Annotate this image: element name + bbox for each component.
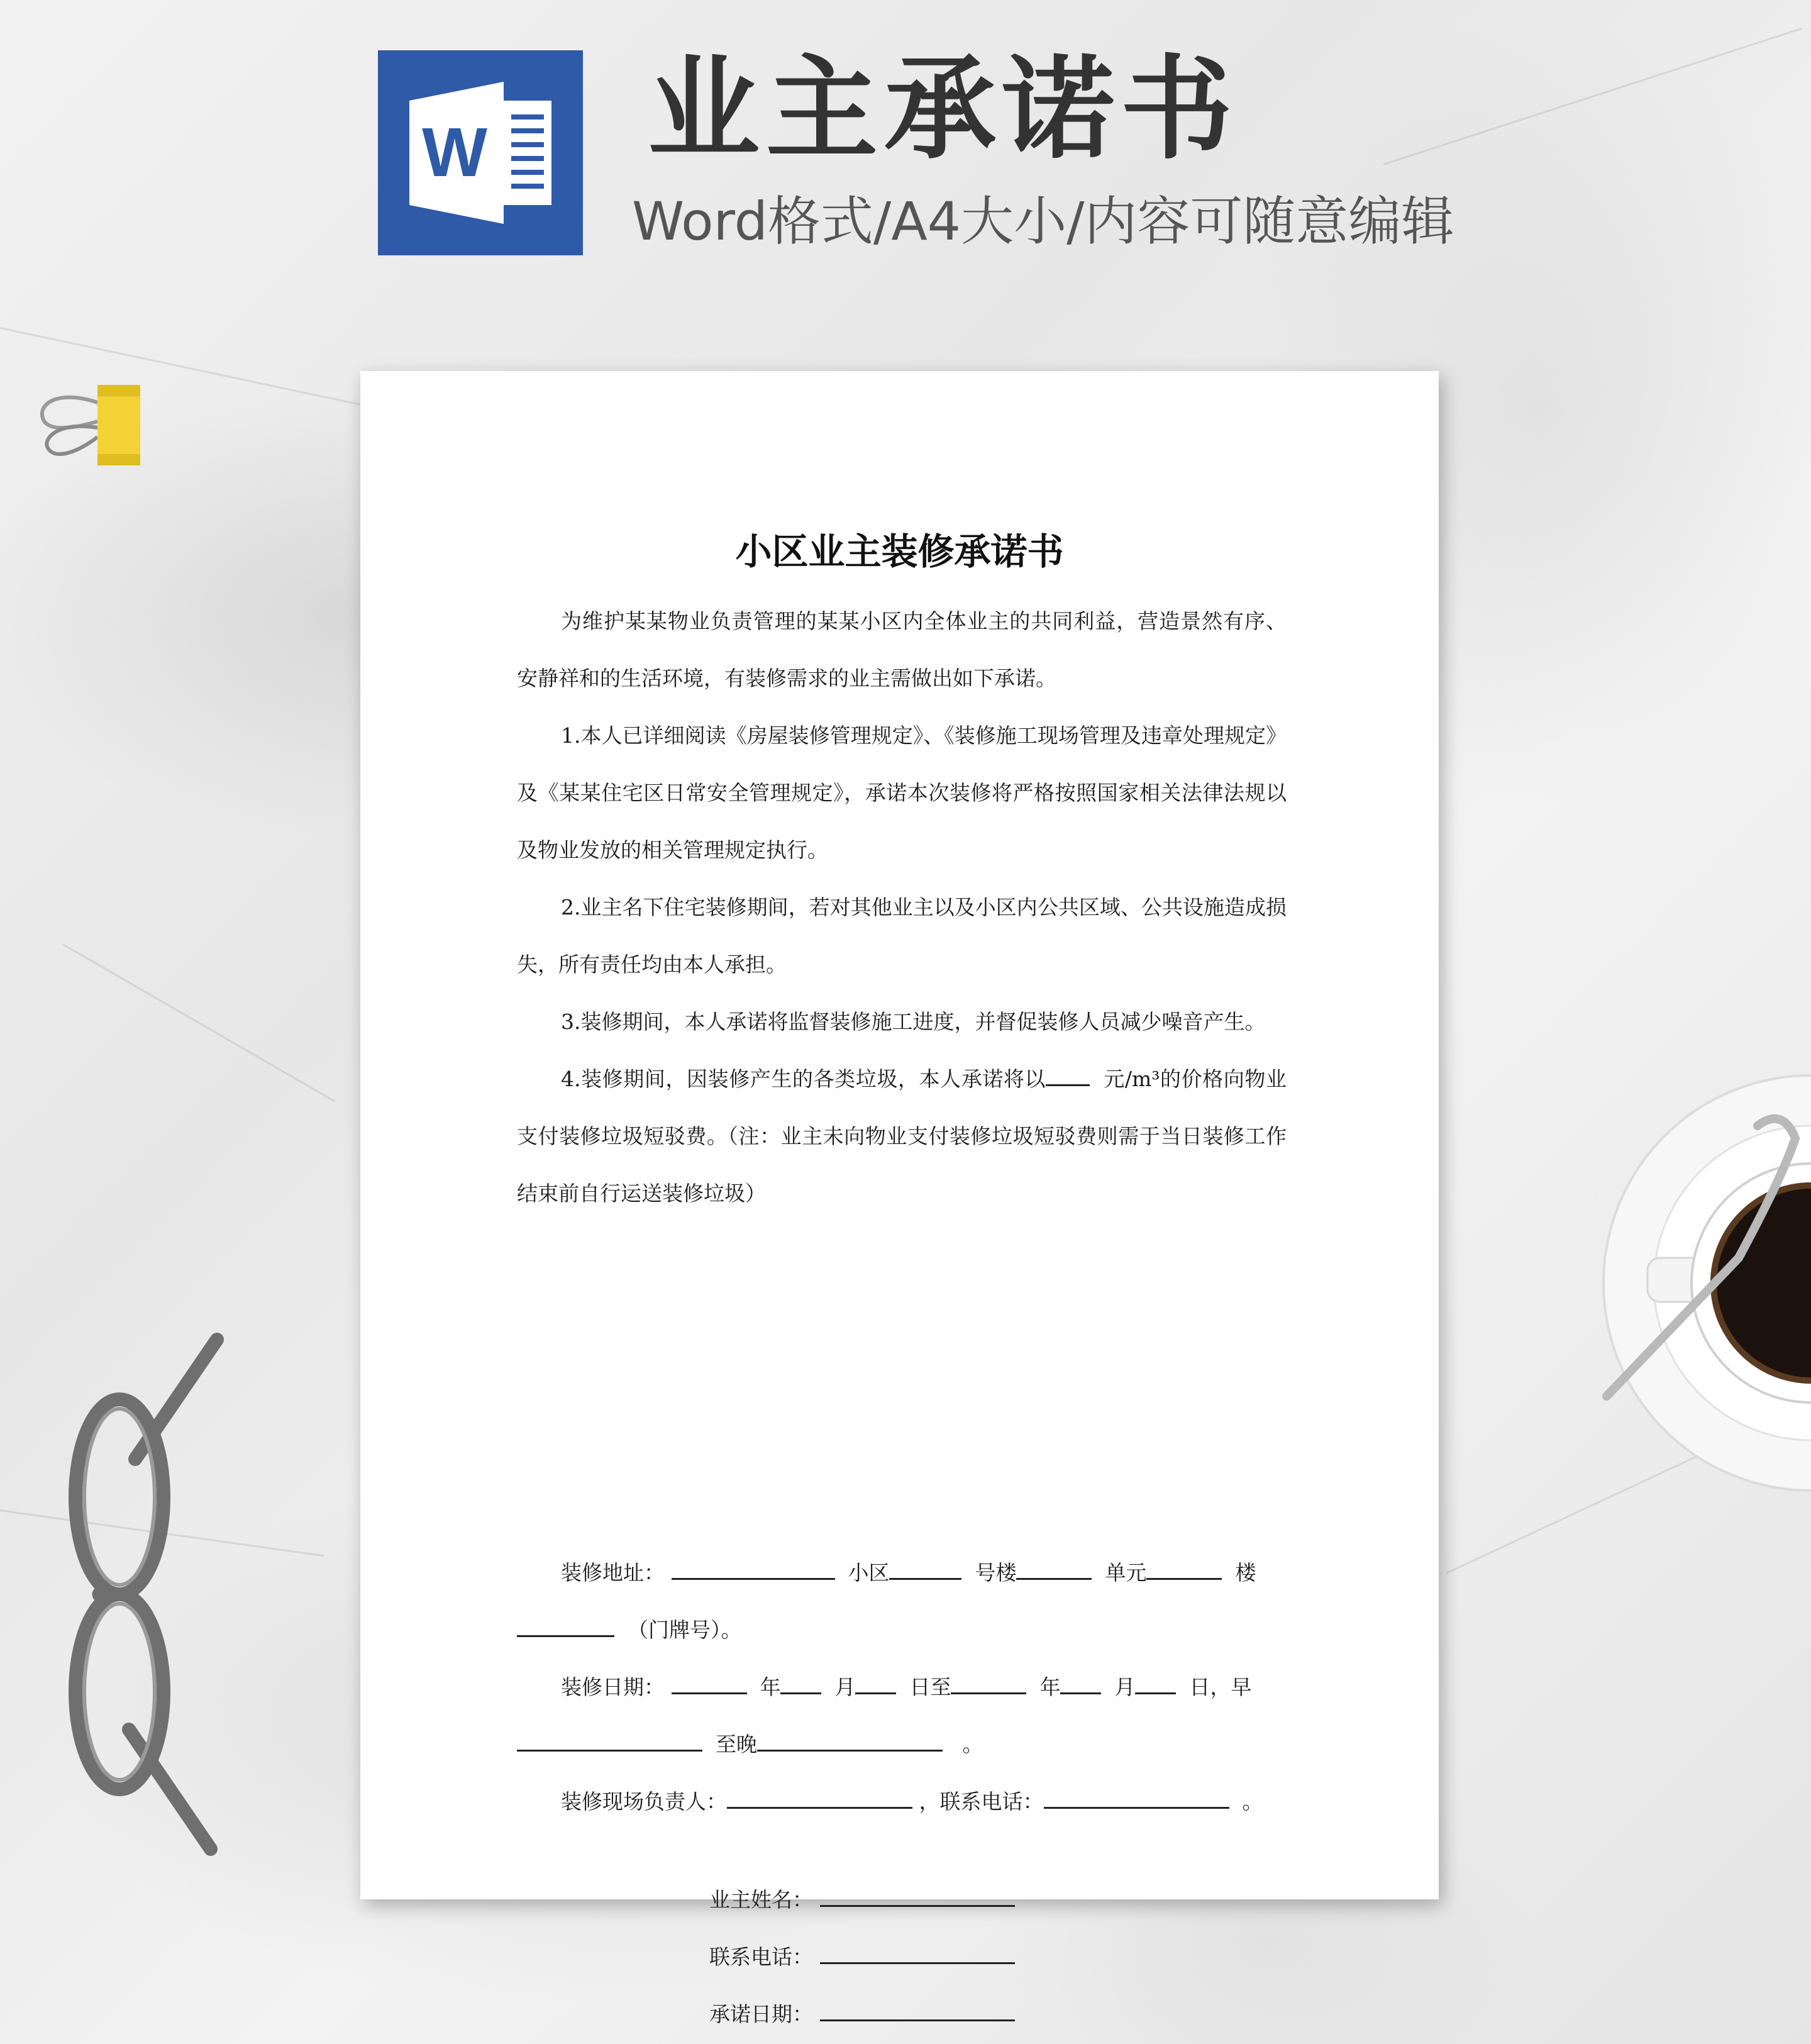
renovation-form (517, 1544, 1287, 1830)
address-label: 装修地址： (561, 1560, 665, 1585)
door-line (517, 1601, 1287, 1658)
item-2: 2.业主名下住宅装修期间，若对其他业主以及小区内公共区域、公共设施造成损失，所有责任均由本人承担。 (517, 895, 1287, 977)
date-line (517, 1658, 1287, 1716)
building-label: 号楼 (975, 1560, 1017, 1585)
end-year-blank[interactable] (951, 1674, 1026, 1694)
unit-label: 单元 (1105, 1560, 1147, 1585)
end-day-blank[interactable] (1135, 1674, 1176, 1694)
community-label: 小区 (848, 1560, 890, 1585)
item-3: 3.装修期间，本人承诺将监督装修施工进度，并督促装修人员减少噪音产生。 (561, 1009, 1266, 1034)
commit-date-label: 承诺日期： (709, 2002, 813, 2026)
manager-label: 装修现场负责人： (561, 1789, 727, 1814)
page-title: 业主承诺书 (648, 44, 1239, 174)
manager-blank[interactable] (727, 1788, 912, 1809)
marble-vein (1383, 28, 1803, 165)
owner-name-blank[interactable] (820, 1886, 1015, 1907)
time-line (517, 1716, 1287, 1773)
evening-time-blank[interactable] (757, 1731, 943, 1752)
door-number-blank[interactable] (517, 1616, 614, 1637)
document-body (517, 592, 1287, 1222)
page-subtitle: Word格式/A4大小/内容可随意编辑 (632, 191, 1454, 252)
item-1: 1.本人已详细阅读《房屋装修管理规定》、《装修施工现场管理及违章处理规定》及《某某住宅区日常安全管理规定》，承诺本次装修将严格按照国家相关法律法规以及物业发放的相关管理规定执行。 (517, 723, 1287, 862)
evening-label: 至晚 (715, 1732, 757, 1757)
day-to-label: 日至 (909, 1675, 951, 1699)
manager-line (517, 1773, 1287, 1830)
intro-paragraph: 为维护某某物业负责管理的某某小区内全体业主的共同利益，营造景然有序、安静祥和的生活环境，有装修需求的业主需做出如下承诺。 (517, 609, 1287, 691)
document-page (360, 371, 1439, 2026)
item-4-text-b: 元/m³的价格向物业支付装修垃圾短驳费。（注：业主未向物业支付装修垃圾短驳费则需于当日装修工作结束前自行运送装修垃圾） (517, 1067, 1287, 1206)
door-label: （门牌号）。 (627, 1618, 742, 1642)
owner-phone-blank[interactable] (820, 1943, 1015, 1964)
year-label: 年 (1039, 1675, 1061, 1699)
manager-phone-blank[interactable] (1044, 1788, 1229, 1809)
price-blank[interactable] (1046, 1065, 1090, 1086)
owner-name-row (709, 1871, 1015, 1928)
month-label: 月 (834, 1675, 856, 1699)
marble-vein (62, 943, 336, 1103)
coffee-cup-icon (1594, 1069, 1811, 1497)
owner-phone-label: 联系电话： (709, 1945, 813, 1969)
start-year-blank[interactable] (672, 1674, 747, 1694)
item-4-text-a: 4.装修期间，因装修产生的各类垃圾，本人承诺将以 (561, 1067, 1046, 1091)
start-day-blank[interactable] (855, 1674, 896, 1694)
morning-time-blank[interactable] (517, 1731, 702, 1752)
signature-block (709, 1871, 1015, 2043)
unit-blank[interactable] (1146, 1559, 1222, 1580)
binder-clip-icon (35, 377, 148, 472)
owner-phone-row (709, 1928, 1015, 1986)
owner-name-label: 业主姓名： (709, 1887, 813, 1912)
commit-date-blank[interactable] (820, 2001, 1015, 2021)
svg-text:W: W (422, 114, 487, 191)
address-blank[interactable] (672, 1559, 835, 1580)
floor-label: 楼 (1235, 1560, 1256, 1585)
year-label: 年 (760, 1675, 781, 1699)
period: 。 (1242, 1789, 1263, 1814)
end-month-blank[interactable] (1060, 1674, 1101, 1694)
date-label: 装修日期： (561, 1675, 665, 1699)
period: 。 (962, 1732, 983, 1757)
eyeglasses-icon (66, 1327, 242, 1862)
item-4 (517, 1050, 1287, 1222)
word-logo-icon (378, 50, 583, 255)
building-blank[interactable] (1016, 1559, 1092, 1580)
month-label: 月 (1114, 1675, 1136, 1699)
phone-label: ，联系电话： (919, 1789, 1044, 1814)
community-blank[interactable] (889, 1559, 961, 1580)
address-line (517, 1544, 1287, 1601)
document-title: 小区业主装修承诺书 (735, 530, 1064, 573)
commit-date-row (709, 1986, 1015, 2043)
day-early-label: 日，早 (1189, 1675, 1252, 1699)
start-month-blank[interactable] (780, 1674, 821, 1694)
